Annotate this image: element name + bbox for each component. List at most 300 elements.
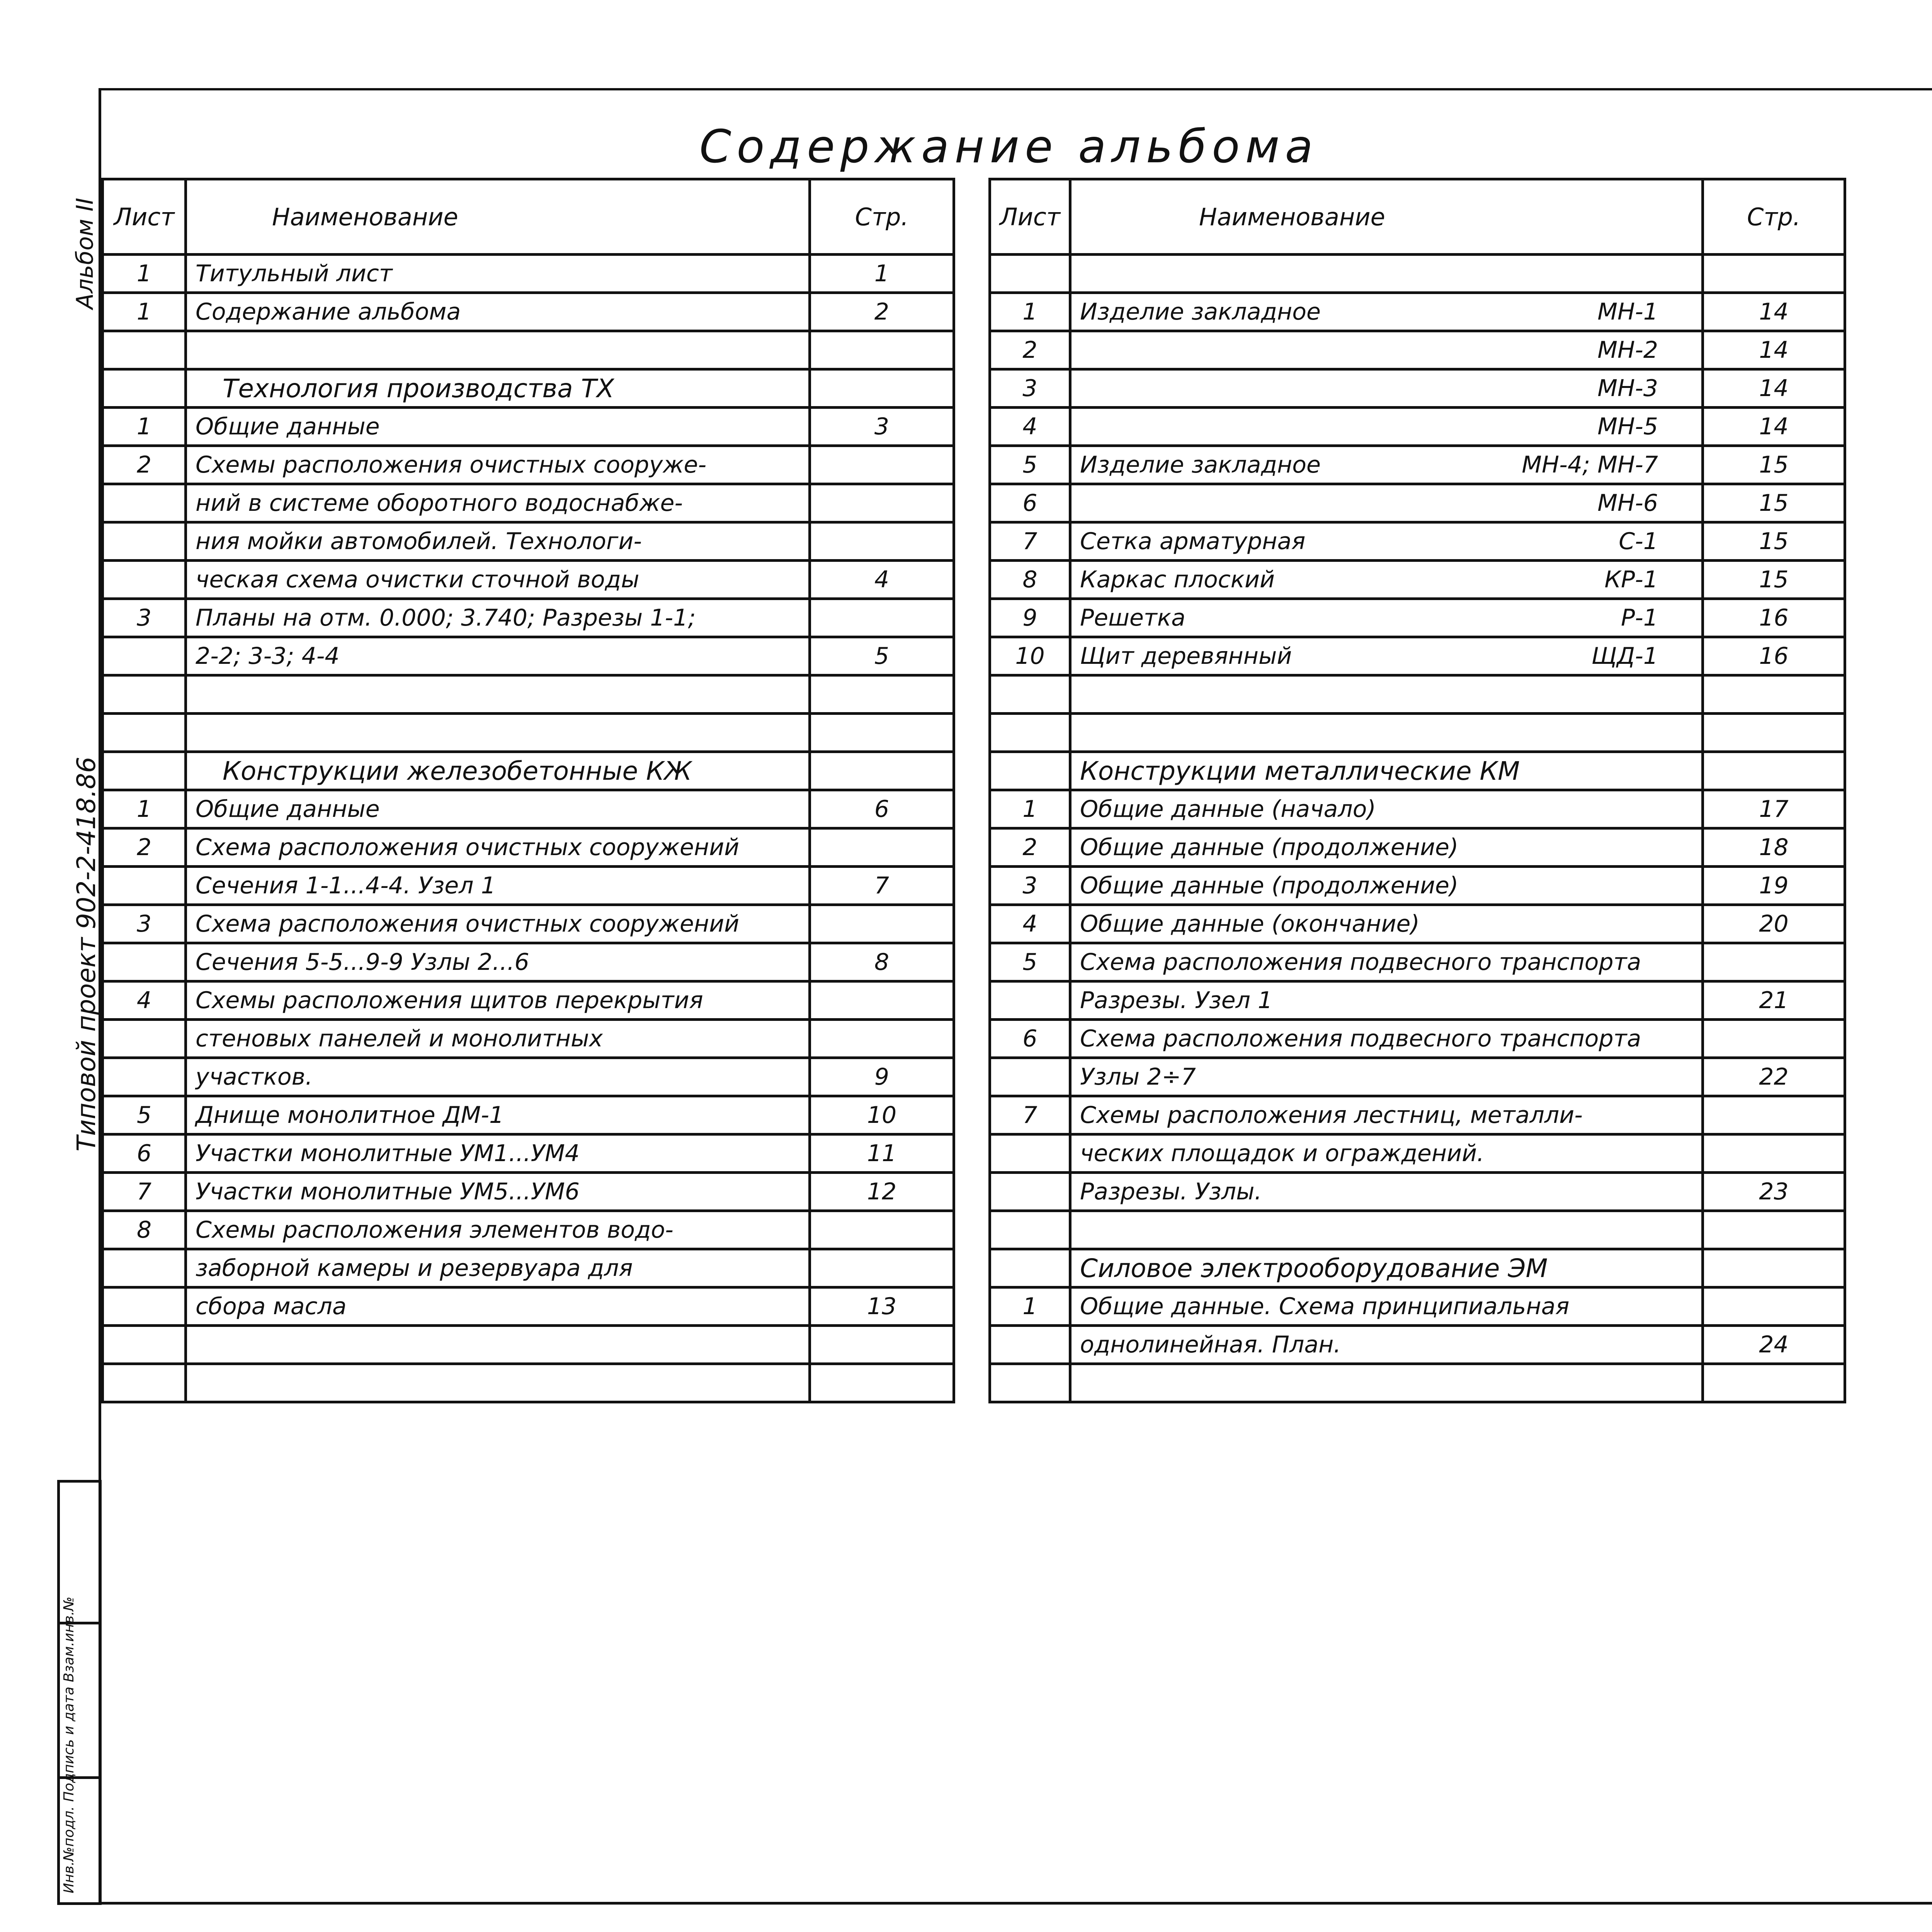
table-row [103,561,954,599]
page-ref [810,369,954,408]
sheet-number [103,1364,186,1402]
page-ref: 21 [1703,981,1845,1020]
table-row [103,1058,954,1096]
album-label: Альбом II [71,197,99,309]
page-ref: 5 [810,637,954,675]
table-row [990,981,1845,1020]
item-name: ческая схема очистки сточной воды [196,566,639,593]
item-name-cell [186,905,810,943]
item-name-cell [186,675,810,714]
item-name: Днище монолитное ДМ-1 [196,1102,504,1129]
item-name: стеновых панелей и монолитных [196,1025,603,1052]
item-name-cell [1070,561,1703,599]
item-name: Разрезы. Узел 1 [1080,987,1273,1014]
item-name-cell [186,1020,810,1058]
item-name-cell [1070,790,1703,828]
sheet-number [103,484,186,522]
page-ref [1703,675,1845,714]
sheet-number: 7 [103,1173,186,1211]
page-ref: 15 [1703,446,1845,484]
table-row [103,752,954,790]
sheet-number: 1 [990,1287,1070,1326]
page-ref [1703,714,1845,752]
item-name-cell [186,790,810,828]
sheet-number: 9 [990,599,1070,637]
item-name: Схемы расположения щитов перекрытия [196,987,703,1014]
item-name: Общие данные [196,413,380,440]
page-ref: 8 [810,943,954,981]
item-name: Схемы расположения очистных сооруже- [196,451,707,478]
item-code: С-1 [1619,528,1658,555]
table-row [990,369,1845,408]
item-name-cell [186,1211,810,1249]
item-code: МН-3 [1597,375,1658,402]
page-ref: 3 [810,408,954,446]
item-name-cell [186,714,810,752]
table-row [990,293,1845,331]
item-name: Общие данные (начало) [1080,796,1376,823]
item-name-cell [186,981,810,1020]
item-code: МН-1 [1597,298,1658,325]
page-ref [810,1020,954,1058]
item-name: Решетка [1080,604,1185,631]
sheet-number: 5 [990,446,1070,484]
frame-top-line [99,88,1932,90]
table-row [103,369,954,408]
page-ref: 13 [810,1287,954,1326]
item-name-cell [1070,369,1703,408]
item-name-cell [1070,905,1703,943]
item-name: участков. [196,1063,313,1090]
item-name: Схема расположения подвесного транспорта [1080,949,1641,976]
item-name: Изделие закладное [1080,298,1321,325]
table-row [990,1326,1845,1364]
item-name: Сечения 1-1...4-4. Узел 1 [196,872,496,899]
sheet-number [103,637,186,675]
page-ref: 16 [1703,599,1845,637]
table-row [103,599,954,637]
table-row [990,484,1845,522]
item-name: заборной камеры и резервуара для [196,1255,633,1282]
sheet-number: 4 [103,981,186,1020]
item-name-cell [1070,981,1703,1020]
page-ref [1703,1249,1845,1287]
page-ref [1703,1287,1845,1326]
item-name-cell [1070,408,1703,446]
table-row [103,1364,954,1402]
table-header-row [990,179,1845,255]
sheet-number: 3 [103,905,186,943]
table-row [990,1134,1845,1173]
page-ref [810,1364,954,1402]
page-ref [810,981,954,1020]
sheet-number [103,1020,186,1058]
item-name: Разрезы. Узлы. [1080,1178,1262,1205]
item-name: Силовое электрооборудование ЭМ [1080,1253,1548,1283]
item-name: ческих площадок и ограждений. [1080,1140,1485,1167]
table-row [103,905,954,943]
item-code: МН-2 [1597,337,1658,364]
item-name-cell [186,1249,810,1287]
header-sheet: Лист [990,179,1070,255]
table-row [990,1020,1845,1058]
item-code: ЩД-1 [1591,643,1658,670]
item-name-cell [186,561,810,599]
table-row [103,255,954,293]
item-name: Общие данные (продолжение) [1080,872,1459,899]
item-code: Р-1 [1621,604,1658,631]
table-row [103,637,954,675]
item-name-cell [186,599,810,637]
item-code: МН-4; МН-7 [1522,451,1658,478]
table-row [103,484,954,522]
item-name: Схема расположения очистных сооружений [196,834,740,861]
item-name: Каркас плоский [1080,566,1275,593]
header-name: Наименование [186,179,810,255]
page-ref: 24 [1703,1326,1845,1364]
table-row [990,255,1845,293]
sheet-number: 2 [990,828,1070,867]
page-ref [810,675,954,714]
sheet-number [103,331,186,369]
page-ref [1703,752,1845,790]
table-row [990,1249,1845,1287]
item-name-cell [186,446,810,484]
header-page: Стр. [810,179,954,255]
page-ref: 9 [810,1058,954,1096]
item-name: Схемы расположения элементов водо- [196,1216,673,1243]
item-name-cell [186,331,810,369]
item-name-cell [186,1058,810,1096]
table-row [103,1096,954,1134]
sheet-number [103,522,186,561]
table-row [103,331,954,369]
table-row [990,943,1845,981]
sheet-number [990,1058,1070,1096]
item-name: ний в системе оборотного водоснабже- [196,490,683,517]
page-ref: 7 [810,867,954,905]
item-name: Схема расположения очистных сооружений [196,910,740,937]
item-code: КР-1 [1604,566,1658,593]
sheet-number: 8 [103,1211,186,1249]
item-name-cell [186,752,810,790]
item-name-cell [1070,522,1703,561]
item-name-cell [1070,599,1703,637]
item-name-cell [1070,867,1703,905]
page-ref: 6 [810,790,954,828]
sheet-number: 7 [990,522,1070,561]
sheet-number: 6 [103,1134,186,1173]
item-name-cell [1070,1211,1703,1249]
item-name: Титульный лист [196,260,393,287]
page-ref: 2 [810,293,954,331]
sheet-number: 5 [990,943,1070,981]
table-row [103,1134,954,1173]
sheet-number: 6 [990,1020,1070,1058]
table-row [103,1287,954,1326]
page-ref [810,752,954,790]
sheet-number [103,369,186,408]
sheet-number [103,561,186,599]
item-name: Участки монолитные УМ5...УМ6 [196,1178,580,1205]
item-name-cell [186,1287,810,1326]
page-ref: 15 [1703,522,1845,561]
item-name-cell [1070,1326,1703,1364]
item-name: Содержание альбома [196,298,461,325]
item-name-cell [1070,1249,1703,1287]
item-name-cell [186,1096,810,1134]
item-name: Щит деревянный [1080,643,1292,670]
table-row [103,408,954,446]
item-code: МН-6 [1597,490,1658,517]
item-name: Общие данные [196,796,380,823]
sheet-number [103,1287,186,1326]
page-ref [810,599,954,637]
frame-bottom-line [99,1902,1932,1905]
item-name-cell [186,1326,810,1364]
page-ref: 15 [1703,561,1845,599]
table-row [990,752,1845,790]
item-name-cell [186,484,810,522]
page-ref: 18 [1703,828,1845,867]
sheet-number [103,1058,186,1096]
item-name-cell [1070,943,1703,981]
page-ref [1703,1211,1845,1249]
sheet-number [990,714,1070,752]
sheet-number [990,1211,1070,1249]
item-name-cell [1070,1058,1703,1096]
page-ref [810,828,954,867]
item-name: Конструкции металлические КМ [1080,756,1520,786]
sheet-number: 2 [103,828,186,867]
sheet-number [103,1249,186,1287]
page-ref [1703,255,1845,293]
sheet-number: 1 [103,255,186,293]
sheet-number [103,943,186,981]
table-row [990,1173,1845,1211]
page-ref [810,905,954,943]
page-ref: 14 [1703,369,1845,408]
page-title: Содержание альбома [699,120,1318,173]
item-name: Сетка арматурная [1080,528,1306,555]
table-row [103,828,954,867]
item-name-cell [1070,675,1703,714]
sheet-number: 1 [990,293,1070,331]
sheet-number: 1 [990,790,1070,828]
stamp-label: Инв.№подл. Подпись и дата Взам.инв.№ [61,1596,77,1893]
item-name: Общие данные. Схема принципиальная [1080,1293,1570,1320]
item-name-cell [186,408,810,446]
page-ref: 12 [810,1173,954,1211]
table-row [990,867,1845,905]
page-ref: 17 [1703,790,1845,828]
sheet-number [103,752,186,790]
table-row [103,1020,954,1058]
item-name: Конструкции железобетонные КЖ [223,756,692,786]
item-name-cell [186,637,810,675]
table-row [103,675,954,714]
sheet-number [990,1173,1070,1211]
page-ref [810,1249,954,1287]
table-row [990,599,1845,637]
item-name-cell [186,1173,810,1211]
table-row [990,1364,1845,1402]
page-ref: 23 [1703,1173,1845,1211]
page-ref [1703,1364,1845,1402]
header-page: Стр. [1703,179,1845,255]
table-row [103,1326,954,1364]
item-name-cell [186,255,810,293]
table-row [990,408,1845,446]
sheet-number [990,1364,1070,1402]
page-ref: 20 [1703,905,1845,943]
item-name: Схемы расположения лестниц, металли- [1080,1102,1583,1129]
item-name: Сечения 5-5...9-9 Узлы 2...6 [196,949,529,976]
item-name-cell [1070,714,1703,752]
page-ref [810,484,954,522]
page-ref [1703,1096,1845,1134]
page-ref [810,522,954,561]
table-row [103,293,954,331]
contents-table-right [988,178,1846,1403]
page-ref: 14 [1703,293,1845,331]
sheet-number [103,675,186,714]
table-row [990,637,1845,675]
item-name-cell [1070,752,1703,790]
page-ref: 22 [1703,1058,1845,1096]
item-name-cell [186,293,810,331]
table-row [990,522,1845,561]
table-row [103,867,954,905]
item-name-cell [1070,484,1703,522]
item-name-cell [186,522,810,561]
sheet-number: 8 [990,561,1070,599]
item-name-cell [1070,1364,1703,1402]
table-row [990,561,1845,599]
item-name: Планы на отм. 0.000; 3.740; Разрезы 1-1; [196,604,696,631]
item-name-cell [1070,293,1703,331]
sheet-number [103,714,186,752]
table-row [103,981,954,1020]
page-ref: 14 [1703,408,1845,446]
page-ref: 19 [1703,867,1845,905]
page-ref [810,1211,954,1249]
page-ref: 16 [1703,637,1845,675]
item-name-cell [1070,828,1703,867]
page-ref [1703,1134,1845,1173]
item-name: Изделие закладное [1080,451,1321,478]
page-ref: 15 [1703,484,1845,522]
item-name-cell [186,1364,810,1402]
page-ref [810,1326,954,1364]
table-row [990,446,1845,484]
contents-table-left [101,178,955,1403]
table-row [990,714,1845,752]
item-name: сбора масла [196,1293,347,1320]
item-name-cell [186,1134,810,1173]
item-name-cell [186,943,810,981]
sheet-number: 2 [103,446,186,484]
item-name: ния мойки автомобилей. Технологи- [196,528,642,555]
header-name: Наименование [1070,179,1703,255]
item-name: однолинейная. План. [1080,1331,1341,1358]
sheet-number: 1 [103,408,186,446]
item-name: 2-2; 3-3; 4-4 [196,643,340,670]
table-row [990,790,1845,828]
sheet-number: 5 [103,1096,186,1134]
item-name: Узлы 2÷7 [1080,1063,1196,1090]
page-ref: 11 [810,1134,954,1173]
table-row [103,1173,954,1211]
item-name: Участки монолитные УМ1...УМ4 [196,1140,580,1167]
table-row [990,675,1845,714]
page-ref: 14 [1703,331,1845,369]
table-row [103,943,954,981]
item-name-cell [186,828,810,867]
sheet-number [990,675,1070,714]
sheet-number: 10 [990,637,1070,675]
project-label: Типовой проект 902-2-418.86 [71,757,101,1151]
item-name-cell [1070,637,1703,675]
item-name-cell [1070,446,1703,484]
item-name-cell [1070,1096,1703,1134]
sheet-number [990,1326,1070,1364]
sheet-number [990,752,1070,790]
sheet-number: 3 [103,599,186,637]
table-row [990,1211,1845,1249]
table-row [103,714,954,752]
item-name-cell [1070,255,1703,293]
sheet-number [103,1326,186,1364]
item-name-cell [186,369,810,408]
table-row [990,1287,1845,1326]
page-ref: 10 [810,1096,954,1134]
table-row [990,1058,1845,1096]
page-ref [1703,943,1845,981]
sheet-number: 1 [103,293,186,331]
table-row [103,522,954,561]
sheet-number: 2 [990,331,1070,369]
item-name-cell [1070,1287,1703,1326]
table-row [990,1096,1845,1134]
item-name: Общие данные (окончание) [1080,910,1420,937]
item-code: МН-5 [1597,413,1658,440]
sheet-number: 7 [990,1096,1070,1134]
item-name: Общие данные (продолжение) [1080,834,1459,861]
sheet-number [103,867,186,905]
table-row [103,790,954,828]
page-ref: 4 [810,561,954,599]
item-name: Технология производства ТХ [223,373,614,403]
page-ref [810,331,954,369]
sheet-number [990,1134,1070,1173]
header-sheet: Лист [103,179,186,255]
sheet-number: 4 [990,905,1070,943]
page-ref [810,714,954,752]
sheet-number [990,981,1070,1020]
page-ref: 1 [810,255,954,293]
page-ref [810,446,954,484]
sheet-number: 3 [990,867,1070,905]
sheet-number [990,1249,1070,1287]
item-name-cell [1070,1020,1703,1058]
table-row [103,446,954,484]
sheet-number [990,255,1070,293]
item-name-cell [1070,1173,1703,1211]
sheet-number: 4 [990,408,1070,446]
table-row [990,905,1845,943]
item-name-cell [1070,331,1703,369]
